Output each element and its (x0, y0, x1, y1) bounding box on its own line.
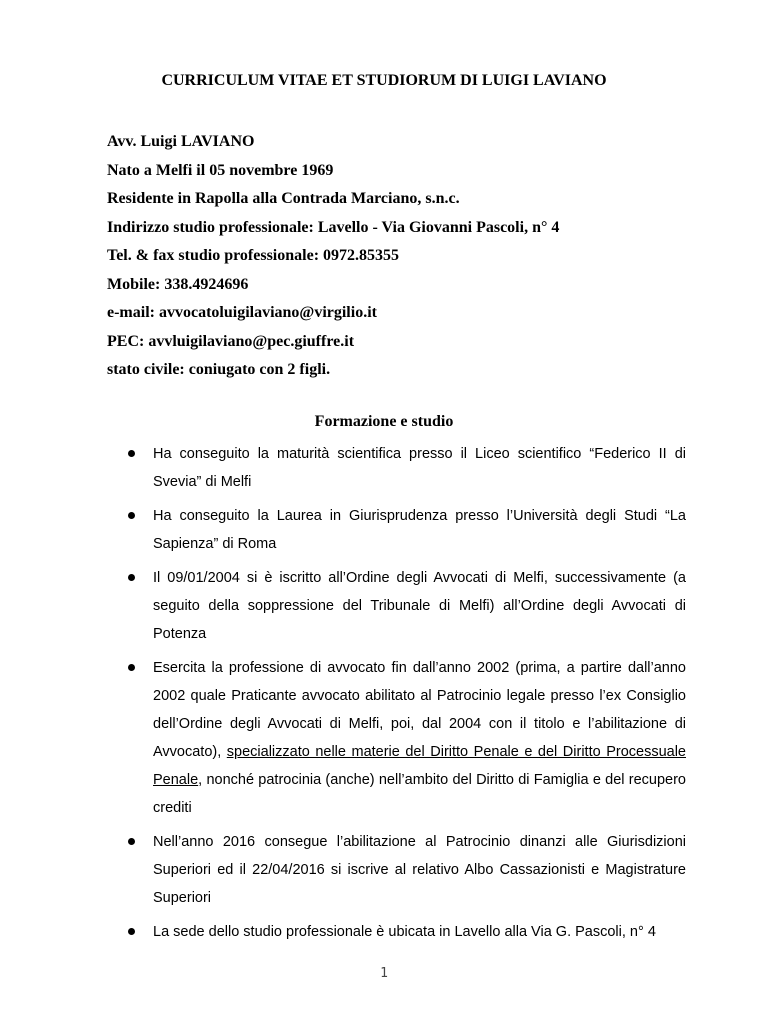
contact-pec: PEC: avvluigilaviano@pec.giuffre.it (107, 332, 355, 350)
list-item (0, 440, 768, 496)
list-item (0, 918, 768, 946)
contact-block (107, 128, 697, 385)
bullet-icon (128, 512, 135, 519)
list-item-text: Nell’anno 2016 consegue l’abilitazione al Patrocinio dinanzi alle Giurisdizioni Superiori ed il 22/04/2016 si iscrive al relativo Albo Cassazionisti e Magistrature Superiori (153, 834, 686, 906)
list-item (0, 564, 768, 648)
contact-office-address: Indirizzo studio professionale: Lavello - Via Giovanni Pascoli, n° 4 (107, 218, 560, 236)
education-list (0, 440, 768, 952)
contact-name: Avv. Luigi LAVIANO (107, 133, 255, 150)
list-item-text-before: Esercita la professione di avvocato fin dall’anno 2002 (prima, a partire dall’anno 2002 quale Praticante avvocato abilitato al Patrocinio legale presso l’ex Consiglio dell’Ordine degli Avvocati di Melfi, poi, dal 2004 con il titolo e l’abilitazione di Avvocato), (153, 660, 686, 760)
contact-residence: Residente in Rapolla alla Contrada Marciano, s.n.c. (107, 190, 460, 207)
bullet-icon (128, 664, 135, 671)
list-item-text (153, 654, 686, 822)
underlined-specialization: specializzato nelle materie del Diritto Penale e del Diritto Processuale Penale (153, 744, 686, 788)
list-item-text: Ha conseguito la Laurea in Giurisprudenza presso l’Università degli Studi “La Sapienza” di Roma (153, 508, 686, 552)
list-item-text-after: , nonché patrocinia (anche) nell’ambito del Diritto di Famiglia e del recupero crediti (153, 772, 686, 816)
list-item-text: Il 09/01/2004 si è iscritto all’Ordine degli Avvocati di Melfi, successivamente (a seguito della soppressione del Tribunale di Melfi) all’Ordine degli Avvocati di Potenza (153, 570, 686, 642)
list-item-text: Ha conseguito la maturità scientifica presso il Liceo scientifico “Federico II di Svevia” di Melfi (153, 446, 686, 490)
section-heading: Formazione e studio (314, 413, 454, 430)
document-title: CURRICULUM VITAE ET STUDIORUM DI LUIGI LAVIANO (161, 72, 607, 89)
contact-birth: Nato a Melfi il 05 novembre 1969 (107, 161, 334, 179)
list-item (0, 828, 768, 912)
contact-office-phone: Tel. & fax studio professionale: 0972.85355 (107, 247, 400, 264)
bullet-icon (128, 838, 135, 845)
list-item (0, 502, 768, 558)
list-item-text: La sede dello studio professionale è ubicata in Lavello alla Via G. Pascoli, n° 4 (153, 924, 656, 940)
list-item (0, 654, 768, 822)
bullet-icon (128, 450, 135, 457)
contact-email: e-mail: avvocatoluigilaviano@virgilio.it (107, 304, 377, 321)
page-number: 1 (380, 966, 388, 981)
contact-mobile: Mobile: 338.4924696 (107, 275, 249, 293)
bullet-icon (128, 574, 135, 581)
bullet-icon (128, 928, 135, 935)
contact-marital-status: stato civile: coniugato con 2 figli. (107, 361, 331, 378)
